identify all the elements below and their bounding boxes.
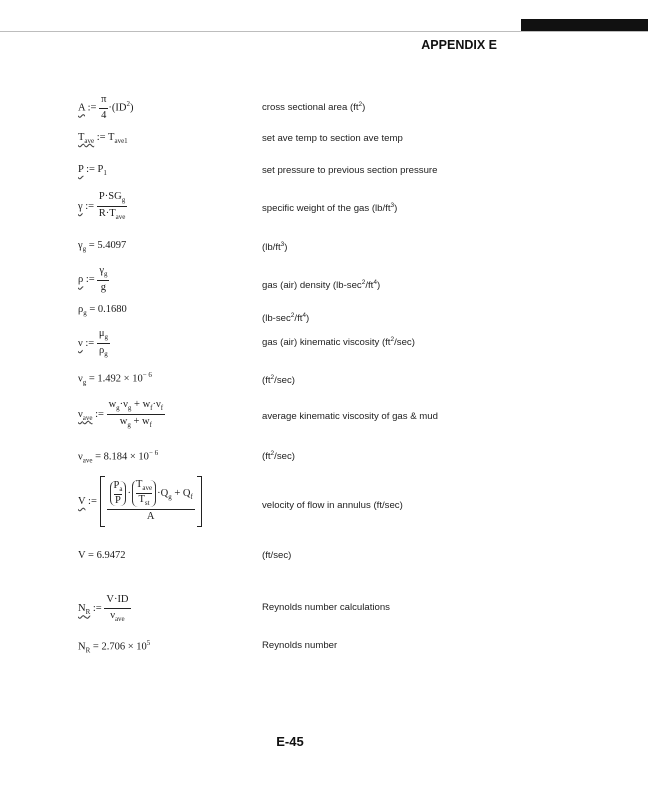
page-number: E-45: [276, 734, 304, 749]
description-set-temp: set ave temp to section ave temp: [262, 133, 403, 144]
unit-gamma-g: $(lb/ft^3)$: [262, 241, 288, 254]
unit-velocity: (ft/sec): [262, 550, 292, 561]
description-reynolds-number: Reynolds number: [262, 640, 338, 651]
result-nu-g: $\nu_g = 1.492 \times 10^{- 6}$: [78, 371, 152, 387]
equation-area: A := $\frac{\pi}{4}$ $\cdot(ID^2)$: [78, 94, 134, 121]
equation-velocity: V := $\frac{P_a}{P}$ · $\frac{T_{ave}}{T_{st}}$ $\cdot Q_g + Q_f$ A: [78, 476, 202, 527]
unit-nu-ave: $(ft^2/\sec)$: [262, 450, 295, 463]
description-specific-weight: specific weight of the gas $(lb/ft^3)$: [262, 202, 398, 215]
description-area: cross sectional area $(ft^2)$: [262, 101, 366, 114]
header-rule: [0, 31, 648, 32]
description-set-pressure: set pressure to previous section pressure: [262, 165, 438, 176]
result-rho-g: $\rho_g = 0.1680$: [78, 304, 127, 318]
unit-nu-g: $(ft^2/\sec)$: [262, 374, 295, 387]
header-bar: [521, 19, 648, 31]
description-average-viscosity: average kinematic viscosity of gas & mud: [262, 411, 438, 422]
appendix-heading: APPENDIX E: [421, 38, 497, 52]
result-reynolds: $N_R = 2.706 \times 10^5$: [78, 639, 151, 655]
equation-average-viscosity: $\nu_{ave}$ := $\frac{w_g\cdot\nu_g + w_f\cdot\nu_f}{w_g + w_f}$: [78, 399, 164, 430]
equation-kinematic-viscosity: ν := $\frac{\mu_g}{\rho_g}$: [78, 328, 108, 359]
unit-rho-g: $(lb-\sec^2/ft^4)$: [262, 312, 310, 325]
equation-set-pressure: P := $P_1$: [78, 164, 107, 178]
result-velocity: V = 6.9472: [78, 550, 126, 561]
result-nu-ave: $\nu_{ave} = 8.184 \times 10^{- 6}$: [78, 449, 159, 465]
equation-reynolds: $N_R$ := $\frac{V\cdot ID}{\nu_{ave}}$: [78, 594, 129, 623]
description-kinematic-viscosity: gas (air) kinematic viscosity $(ft^2/\sec)$: [262, 336, 415, 349]
description-reynolds: Reynolds number calculations: [262, 602, 390, 613]
equation-density: ρ := $\frac{\gamma_g}{g}$: [78, 265, 108, 294]
description-density: gas (air) density $(lb-\sec^2/ft^4)$: [262, 279, 381, 292]
result-gamma-g: $\gamma_g = 5.4097$: [78, 240, 127, 254]
description-velocity: velocity of flow in annulus (ft/sec): [262, 500, 403, 511]
equation-set-temp: $T_{ave}$ := $T_{ave1}$: [78, 132, 128, 146]
equation-specific-weight: γ := $\frac{P\cdot SG_g}{R\cdot T_{ave}}$: [78, 191, 126, 222]
